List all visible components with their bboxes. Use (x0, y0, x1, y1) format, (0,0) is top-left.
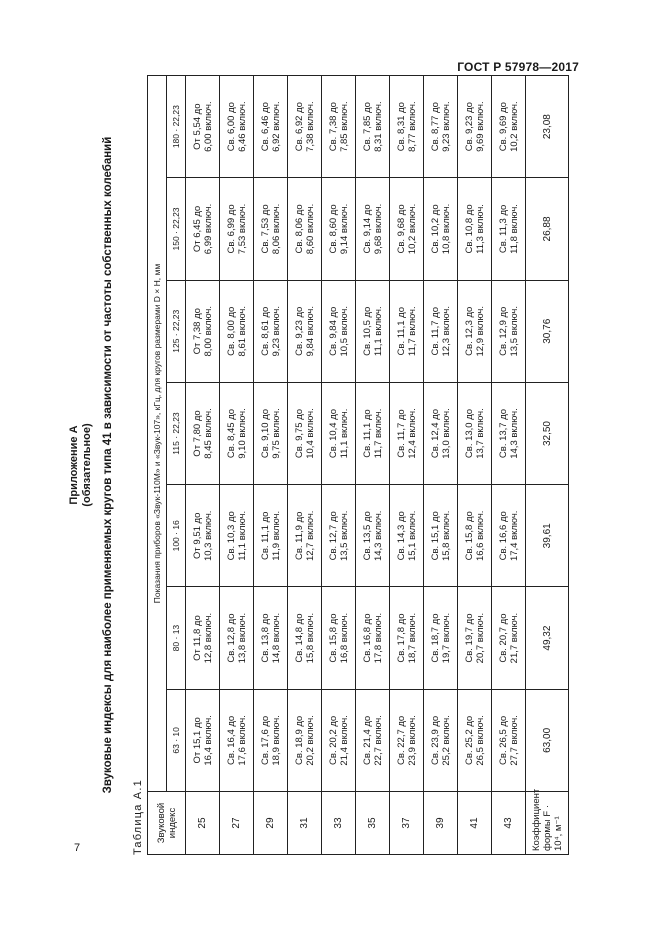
index-column-header: Звуковой индекс (148, 792, 186, 855)
size-column-header: 80 · 13 (167, 587, 186, 689)
frequency-range-cell (390, 485, 424, 587)
table-row (288, 76, 322, 855)
range-line: От 9,51 до (191, 512, 203, 559)
sound-index-cell: 31 (288, 792, 322, 855)
range-line: 9,75 включ. (270, 408, 282, 459)
frequency-range-cell (288, 689, 322, 791)
range-line: Св. 21,4 до (361, 715, 373, 765)
range-line: 27,7 включ. (508, 715, 520, 766)
range-line: От 6,45 до (191, 205, 203, 253)
range-line: Св. 13,8 до (259, 613, 271, 663)
range-line: Св. 26,5 до (497, 715, 509, 765)
table-row (220, 76, 254, 855)
rotated-page-content (68, 75, 588, 855)
range-line: Св. 7,38 до (327, 102, 339, 152)
frequency-range-cell (322, 689, 356, 791)
coefficient-row (526, 76, 569, 855)
range-line: 9,84 включ. (304, 305, 316, 357)
table-header-row (148, 76, 167, 855)
range-line: Св. 12,7 до (327, 511, 339, 561)
frequency-range-cell (424, 689, 458, 791)
sound-index-cell: 37 (390, 792, 424, 855)
frequency-range-cell (458, 382, 492, 484)
frequency-range-cell (186, 382, 220, 484)
range-line: От 11,8 до (191, 615, 203, 661)
range-line: От 15,1 до (191, 717, 203, 764)
frequency-range-cell (288, 178, 322, 280)
size-header-row (167, 76, 186, 855)
range-line: 11,7 включ. (372, 408, 384, 459)
range-line: Св. 9,14 до (361, 204, 373, 254)
range-line: 21,7 включ. (508, 612, 520, 664)
frequency-range-cell (458, 178, 492, 280)
range-line: Св. 9,75 до (293, 408, 305, 459)
frequency-range-cell (492, 382, 526, 484)
range-line: 15,1 включ. (406, 510, 418, 562)
range-line: 8,31 включ. (372, 101, 384, 152)
range-line: Св. 25,2 до (463, 715, 475, 765)
frequency-range-cell (356, 382, 390, 484)
range-line: 17,8 включ. (372, 612, 384, 664)
frequency-range-cell (220, 689, 254, 791)
table-row (390, 76, 424, 855)
range-line: 10,5 включ. (338, 305, 350, 357)
range-line: 22,7 включ. (372, 715, 384, 766)
coefficient-value: 26,88 (526, 178, 569, 280)
size-column-header: 125 · 22,23 (167, 280, 186, 382)
sound-index-cell: 41 (458, 792, 492, 855)
range-line: Св. 14,8 до (293, 613, 305, 663)
range-line: 9,69 включ. (474, 101, 486, 152)
range-line: 13,8 включ. (236, 612, 248, 664)
range-line: 7,53 включ. (236, 203, 248, 255)
range-line: Св. 14,3 до (395, 511, 407, 561)
range-line: Св. 10,4 до (327, 408, 339, 459)
range-line: Св. 13,7 до (497, 408, 509, 459)
range-line: Св. 12,8 до (225, 613, 237, 663)
range-line: Св. 8,00 до (225, 306, 237, 356)
range-line: 11,1 включ. (372, 306, 384, 357)
range-line: 13,0 включ. (440, 408, 452, 459)
range-line: Св. 8,45 до (225, 408, 237, 459)
sound-index-cell: 29 (254, 792, 288, 855)
range-line: Св. 23,9 до (429, 715, 441, 765)
frequency-range-cell (186, 485, 220, 587)
frequency-range-cell (356, 689, 390, 791)
range-line: Св. 9,10 до (259, 408, 271, 459)
frequency-range-cell (288, 280, 322, 382)
table-row (254, 76, 288, 855)
frequency-range-cell (390, 280, 424, 382)
range-line: Св. 6,00 до (225, 102, 237, 152)
range-line: Св. 9,68 до (395, 204, 407, 254)
frequency-range-cell (424, 280, 458, 382)
range-line: Св. 19,7 до (463, 613, 475, 663)
sound-index-cell: 43 (492, 792, 526, 855)
range-line: 16,4 включ. (202, 715, 214, 766)
range-line: Св. 9,23 до (463, 102, 475, 152)
range-line: 12,9 включ. (474, 305, 486, 357)
range-line: Св. 12,9 до (497, 306, 509, 356)
range-line: 20,7 включ. (474, 612, 486, 664)
range-line: Св. 10,5 до (361, 306, 373, 356)
range-line: Св. 7,85 до (361, 102, 373, 152)
range-line: Св. 11,7 до (429, 307, 441, 356)
size-column-header: 63 · 10 (167, 689, 186, 791)
table-body (186, 76, 569, 855)
sound-index-table (147, 75, 569, 855)
frequency-range-cell (356, 587, 390, 689)
range-line: Св. 6,92 до (293, 102, 305, 152)
frequency-range-cell (254, 485, 288, 587)
frequency-range-cell (492, 178, 526, 280)
frequency-range-cell (424, 382, 458, 484)
sound-index-cell: 39 (424, 792, 458, 855)
range-line: 17,6 включ. (236, 715, 248, 766)
table-row (492, 76, 526, 855)
range-line: Св. 13,0 до (463, 408, 475, 459)
range-line: Св. 10,8 до (463, 204, 475, 254)
frequency-range-cell (186, 76, 220, 178)
range-line: От 7,38 до (191, 308, 203, 355)
frequency-range-cell (390, 178, 424, 280)
range-line: От 5,54 до (191, 103, 203, 150)
frequency-range-cell (390, 76, 424, 178)
range-line: 13,5 включ. (338, 510, 350, 562)
instrument-group-header: Показания приборов «Звук-110М» и «Звук-107», кГц, для кругов размерами D × H, мм (148, 76, 167, 792)
range-line: 18,7 включ. (406, 612, 418, 664)
frequency-range-cell (186, 587, 220, 689)
range-line: 9,68 включ. (372, 203, 384, 255)
sound-index-cell: 33 (322, 792, 356, 855)
range-line: 9,23 включ. (270, 305, 282, 357)
table-row (458, 76, 492, 855)
range-line: Св. 8,60 до (327, 204, 339, 254)
range-line: 9,23 включ. (440, 101, 452, 152)
range-line: 15,8 включ. (304, 612, 316, 664)
range-line: 11,1 включ. (338, 408, 350, 459)
range-line: Св. 12,4 до (429, 408, 441, 459)
frequency-range-cell (458, 76, 492, 178)
size-column-header: 150 · 22,23 (167, 178, 186, 280)
range-line: 11,1 включ. (236, 510, 248, 561)
frequency-range-cell (288, 485, 322, 587)
range-line: Св. 15,8 до (327, 613, 339, 663)
standard-designation: ГОСТ Р 57978—2017 (457, 60, 579, 74)
range-line: 12,7 включ. (304, 510, 316, 562)
range-line: Св. 6,99 до (225, 204, 237, 254)
frequency-range-cell (254, 587, 288, 689)
range-line: Св. 8,06 до (293, 204, 305, 254)
range-line: Св. 8,61 до (259, 306, 271, 356)
range-line: Св. 20,2 до (327, 715, 339, 765)
coefficient-value: 39,61 (526, 485, 569, 587)
frequency-range-cell (220, 178, 254, 280)
frequency-range-cell (424, 587, 458, 689)
range-line: 6,46 включ. (236, 101, 248, 152)
range-line: Св. 9,23 до (293, 306, 305, 356)
range-line: 15,8 включ. (440, 510, 452, 562)
range-line: 16,8 включ. (338, 612, 350, 664)
frequency-range-cell (492, 485, 526, 587)
frequency-range-cell (356, 280, 390, 382)
range-line: 10,3 включ. (202, 510, 214, 562)
range-line: Св. 17,8 до (395, 613, 407, 663)
range-line: 23,9 включ. (406, 715, 418, 766)
range-line: Св. 11,9 до (293, 511, 305, 561)
range-line: 12,8 включ. (202, 612, 214, 664)
range-line: 8,00 включ. (202, 305, 214, 357)
range-line: Св. 18,7 до (429, 613, 441, 663)
frequency-range-cell (458, 280, 492, 382)
range-line: 6,99 включ. (202, 203, 214, 255)
frequency-range-cell (254, 280, 288, 382)
range-line: 20,2 включ. (304, 715, 316, 766)
coefficient-value: 32,50 (526, 382, 569, 484)
range-line: 12,3 включ. (440, 305, 452, 357)
coefficient-label: Коэффициент формы F · 10⁴, м⁻¹ (526, 792, 569, 855)
range-line: Св. 9,84 до (327, 306, 339, 356)
size-column-header: 180 · 22,23 (167, 76, 186, 178)
frequency-range-cell (254, 76, 288, 178)
frequency-range-cell (492, 280, 526, 382)
appendix-title (68, 75, 94, 855)
range-line: От 7,80 до (191, 410, 203, 457)
range-line: 8,45 включ. (202, 408, 214, 459)
range-line: Св. 15,8 до (463, 511, 475, 561)
frequency-range-cell (390, 587, 424, 689)
range-line: 11,9 включ. (270, 510, 282, 561)
sound-index-cell: 35 (356, 792, 390, 855)
range-line: 6,00 включ. (202, 101, 214, 152)
range-line: 8,60 включ. (304, 203, 316, 255)
range-line: Св. 8,77 до (429, 102, 441, 152)
coefficient-value: 23,08 (526, 76, 569, 178)
frequency-range-cell (356, 178, 390, 280)
range-line: 14,8 включ. (270, 612, 282, 664)
frequency-range-cell (254, 689, 288, 791)
frequency-range-cell (492, 76, 526, 178)
table-row (186, 76, 220, 855)
range-line: 11,3 включ. (474, 204, 486, 254)
range-line: Св. 6,46 до (259, 102, 271, 152)
frequency-range-cell (356, 485, 390, 587)
range-line: Св. 13,5 до (361, 511, 373, 561)
range-line: 10,2 включ. (406, 203, 418, 255)
range-line: Св. 17,6 до (259, 715, 271, 765)
frequency-range-cell (424, 76, 458, 178)
range-line: 13,5 включ. (508, 305, 520, 357)
range-line: Св. 20,7 до (497, 613, 509, 663)
sound-index-cell: 25 (186, 792, 220, 855)
range-line: 26,5 включ. (474, 715, 486, 766)
range-line: 10,8 включ. (440, 203, 452, 255)
frequency-range-cell (254, 178, 288, 280)
range-line: 13,7 включ. (474, 408, 486, 459)
frequency-range-cell (288, 587, 322, 689)
table-label: Таблица А.1 (132, 779, 144, 855)
range-line: 19,7 включ. (440, 612, 452, 664)
frequency-range-cell (322, 76, 356, 178)
size-column-header: 100 · 16 (167, 485, 186, 587)
document-title: Звуковые индексы для наиболее применяемых кругов типа 41 в зависимости от частоты собственных колебаний (102, 136, 114, 794)
frequency-range-cell (492, 689, 526, 791)
frequency-range-cell (288, 382, 322, 484)
range-line: Св. 18,9 до (293, 715, 305, 765)
frequency-range-cell (186, 689, 220, 791)
range-line: Св. 16,6 до (497, 511, 509, 561)
frequency-range-cell (220, 587, 254, 689)
frequency-range-cell (492, 587, 526, 689)
range-line: 7,85 включ. (338, 101, 350, 152)
frequency-range-cell (220, 485, 254, 587)
frequency-range-cell (288, 76, 322, 178)
frequency-range-cell (458, 689, 492, 791)
range-line: 7,38 включ. (304, 101, 316, 152)
range-line: Св. 11,1 до (361, 409, 373, 458)
appendix-line-1: Приложение А (68, 425, 80, 505)
range-line: Св. 15,1 до (429, 511, 441, 561)
sound-index-cell: 27 (220, 792, 254, 855)
frequency-range-cell (220, 280, 254, 382)
range-line: 14,3 включ. (508, 408, 520, 459)
range-line: 12,4 включ. (406, 408, 418, 459)
frequency-range-cell (356, 76, 390, 178)
range-line: 8,06 включ. (270, 203, 282, 255)
range-line: Св. 11,7 до (395, 409, 407, 458)
frequency-range-cell (390, 382, 424, 484)
range-line: Св. 16,8 до (361, 613, 373, 663)
frequency-range-cell (458, 485, 492, 587)
range-line: 25,2 включ. (440, 715, 452, 766)
range-line: 21,4 включ. (338, 715, 350, 766)
page-number: 7 (74, 842, 81, 854)
range-line: 6,92 включ. (270, 101, 282, 152)
range-line: 8,77 включ. (406, 101, 418, 152)
range-line: Св. 16,4 до (225, 715, 237, 765)
frequency-range-cell (322, 382, 356, 484)
frequency-range-cell (458, 587, 492, 689)
range-line: 17,4 включ. (508, 510, 520, 562)
range-line: 9,14 включ. (338, 203, 350, 255)
size-column-header: 115 · 22,23 (167, 382, 186, 484)
range-line: Св. 8,31 до (395, 102, 407, 152)
frequency-range-cell (322, 280, 356, 382)
frequency-range-cell (424, 485, 458, 587)
frequency-range-cell (424, 178, 458, 280)
frequency-range-cell (322, 485, 356, 587)
frequency-range-cell (322, 178, 356, 280)
table-row (322, 76, 356, 855)
range-line: 10,2 включ. (508, 101, 520, 152)
frequency-range-cell (254, 382, 288, 484)
appendix-line-2: (обязательное) (81, 423, 93, 507)
coefficient-value: 63,00 (526, 689, 569, 791)
range-line: Св. 10,2 до (429, 204, 441, 254)
coefficient-value: 49,32 (526, 587, 569, 689)
range-line: 18,9 включ. (270, 715, 282, 766)
range-line: 10,4 включ. (304, 408, 316, 459)
range-line: Св. 10,3 до (225, 511, 237, 561)
range-line: Св. 11,3 до (497, 204, 509, 254)
frequency-range-cell (186, 280, 220, 382)
coefficient-value: 30,76 (526, 280, 569, 382)
table-row (424, 76, 458, 855)
range-line: Св. 12,3 до (463, 306, 475, 356)
range-line: 16,6 включ. (474, 510, 486, 562)
frequency-range-cell (186, 178, 220, 280)
range-line: Св. 7,53 до (259, 204, 271, 254)
range-line: Св. 22,7 до (395, 715, 407, 765)
range-line: 14,3 включ. (372, 510, 384, 562)
range-line: 9,10 включ. (236, 408, 248, 459)
frequency-range-cell (220, 382, 254, 484)
range-line: 8,61 включ. (236, 305, 248, 357)
frequency-range-cell (220, 76, 254, 178)
range-line: Св. 9,69 до (497, 102, 509, 152)
table-row (356, 76, 390, 855)
range-line: Св. 11,1 до (395, 307, 407, 356)
range-line: Св. 11,1 до (259, 511, 271, 561)
range-line: 11,8 включ. (508, 204, 520, 254)
range-line: 11,7 включ. (406, 306, 418, 357)
frequency-range-cell (322, 587, 356, 689)
frequency-range-cell (390, 689, 424, 791)
